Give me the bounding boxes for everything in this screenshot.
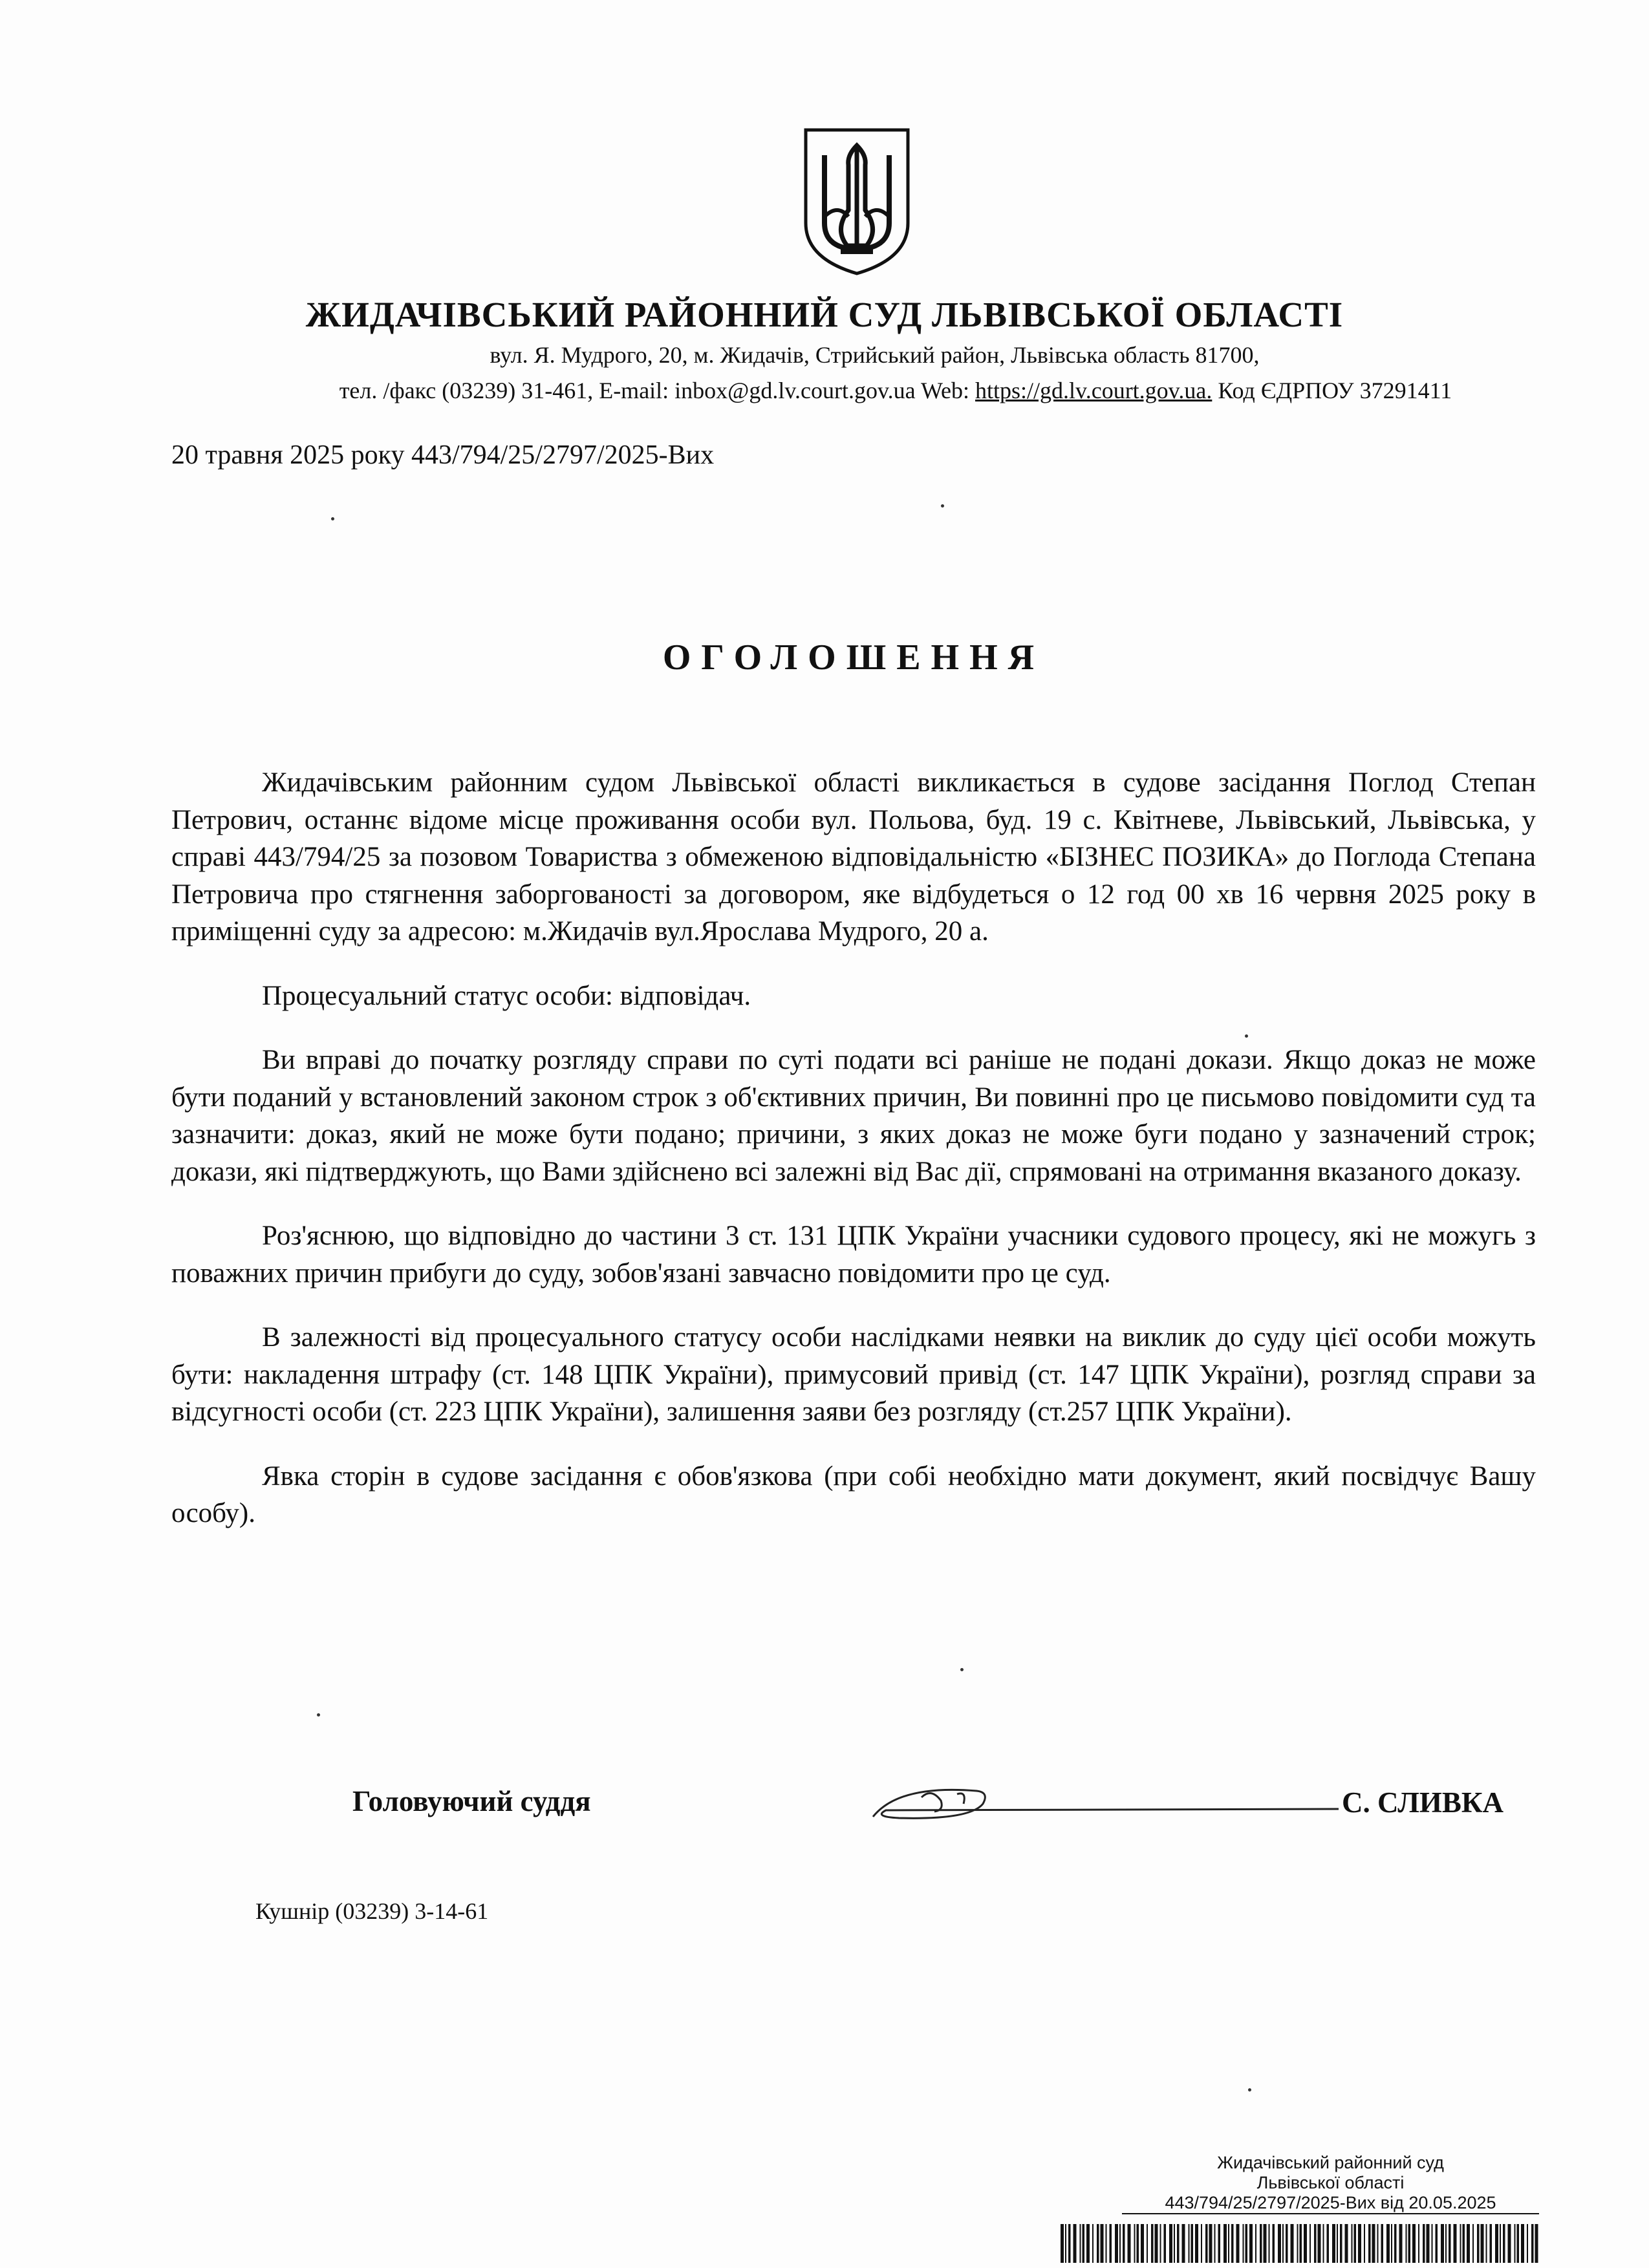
judge-name: С. СЛИВКА xyxy=(1342,1786,1504,1819)
court-edrpou: Код ЄДРПОУ 37291411 xyxy=(1212,378,1452,403)
registration-stamp xyxy=(1122,2153,1539,2214)
barcode-icon xyxy=(1061,2224,1539,2263)
paragraph-consequences: В залежності від процесуального статусу особи наслідками неявки на виклик до суду цієї особи можуть бути: накладення штрафу (ст. 148 ЦПК України), примусовий привід (ст. 147 ЦПК України), розгляд справи за відсугності особи (ст. 223 ЦПК України), залишення заяви без розгляду (ст.257 ЦПК України). xyxy=(171,1322,1536,1427)
paragraph-status: Процесуальний статус особи: відповідач. xyxy=(262,980,751,1011)
stamp-region: Львівської області xyxy=(1256,2173,1405,2192)
court-phone-email: тел. /факс (03239) 31-461, E-mail: inbox@gd.lv.court.gov.ua Web: xyxy=(339,378,976,403)
court-contacts xyxy=(0,377,1649,404)
signatory-role: Головуючий суддя xyxy=(352,1785,591,1817)
court-name: ЖИДАЧІВСЬКИЙ РАЙОННИЙ СУД ЛЬВІВСЬКОЇ ОБЛАСТІ xyxy=(305,295,1344,334)
court-address: вул. Я. Мудрого, 20, м. Жидачів, Стрийський район, Львівська область 81700, xyxy=(490,342,1260,368)
court-website-link[interactable]: https://gd.lv.court.gov.ua. xyxy=(975,378,1212,403)
handwritten-signature-icon xyxy=(860,1771,1345,1830)
outgoing-number: 20 травня 2025 року 443/794/25/2797/2025-Вих xyxy=(171,440,715,470)
scan-speck xyxy=(331,517,334,520)
coat-of-arms-icon xyxy=(802,126,912,278)
scan-speck xyxy=(1248,2088,1251,2091)
paragraph-summons: Жидачівським районним судом Львівської області викликається в судове засідання Поглод Степан Петрович, останнє відоме місце проживання особи вул. Польова, буд. 19 с. Квітневе, Львівський, Львівська, у справі 443/794/25 за позовом Товариства з обмеженою відповідальністю «БІЗНЕС ПОЗИКА» до Поглода Степана Петровича про стягнення заборгованості за договором, яке відбудеться о 12 год 00 хв 16 червня 2025 року в приміщенні суду за адресою: м.Жидачів вул.Ярослава Мудрого, 20 а. xyxy=(171,767,1536,947)
executor-contact: Кушнір (03239) 3-14-61 xyxy=(255,1898,489,1924)
stamp-registration-number: 443/794/25/2797/2025-Вих від 20.05.2025 xyxy=(1122,2193,1539,2214)
stamp-court: Жидачівський районний суд xyxy=(1217,2153,1444,2172)
scan-speck xyxy=(960,1668,964,1671)
scan-speck xyxy=(317,1713,320,1717)
scan-speck xyxy=(941,504,944,508)
scan-speck xyxy=(1245,1034,1248,1038)
paragraph-attendance: Явка сторін в судове засідання є обов'язкова (при собі необхідно мати документ, який посвідчує Вашу особу). xyxy=(171,1460,1536,1528)
announcement-body xyxy=(171,764,1536,1559)
document-title: ОГОЛОШЕННЯ xyxy=(662,637,1045,678)
paragraph-notice-duty: Роз'яснюю, що відповідно до частини 3 ст. 131 ЦПК України учасники судового процесу, які не можугь з поважних причин прибуги до суду, зобов'язані завчасно повідомити про це суд. xyxy=(171,1221,1536,1289)
paragraph-evidence: Ви вправі до початку розгляду справи по суті подати всі раніше не подані докази. Якщо доказ не може бути поданий у встановлений законом строк з об'єктивних причин, Ви повинні про це письмово повідомити суд та зазначити: доказ, який не може бути подано; причини, з яких доказ не може буги подано у зазначений строк; докази, які підтверджують, що Вами здійснено всі залежні від Вас дії, спрямовані на отримання вказаного доказу. xyxy=(171,1045,1536,1187)
